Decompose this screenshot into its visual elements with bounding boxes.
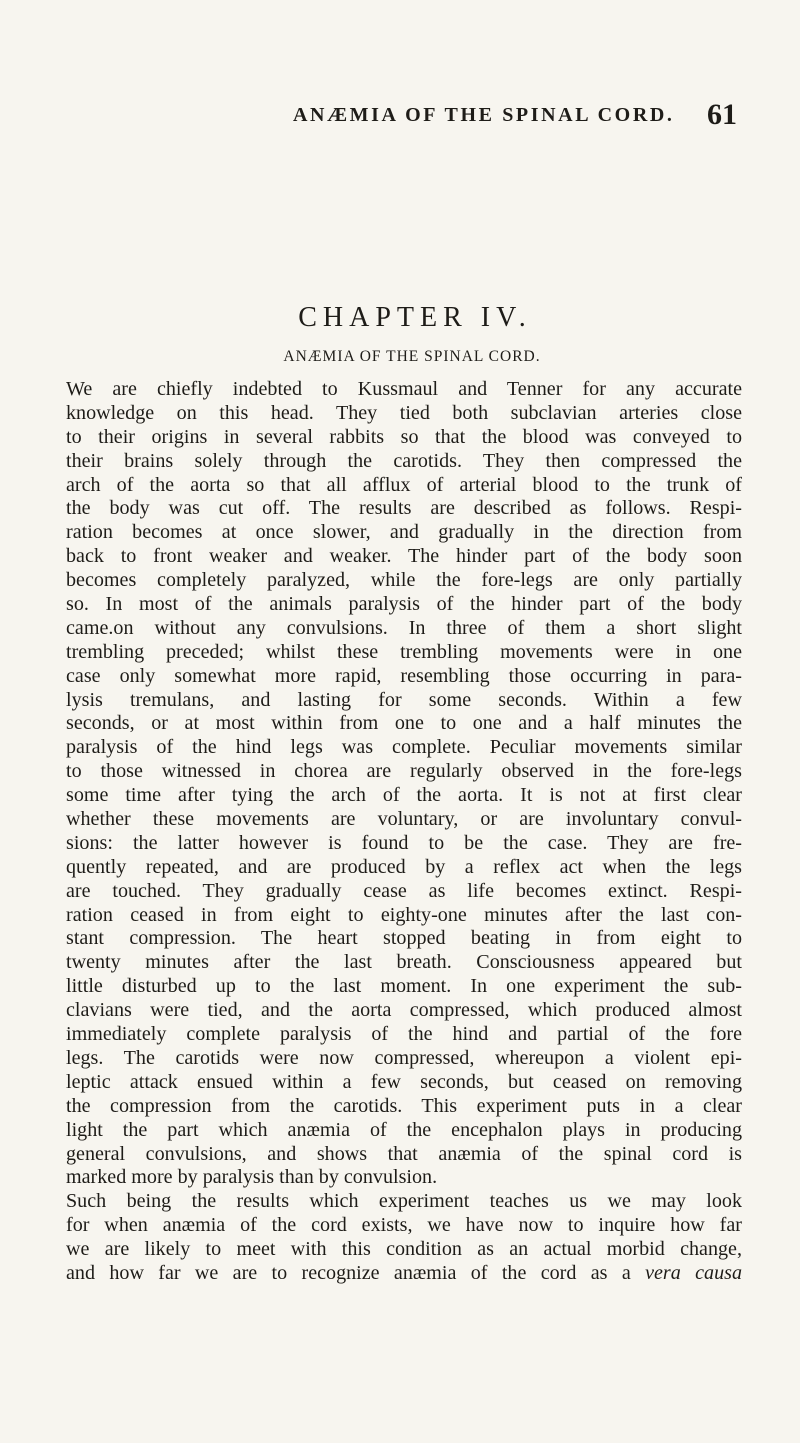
text-line: we are likely to meet with this condition as an actual morbid change, (66, 1238, 742, 1261)
text-line: marked more by paralysis than by convulsion. (66, 1166, 438, 1189)
text-line: clavians were tied, and the aorta compressed, which produced almost (66, 999, 742, 1022)
text-line-final (66, 1262, 742, 1286)
body-text (66, 378, 742, 1286)
text-line: ration ceased in from eight to eighty-one minutes after the last con- (66, 903, 742, 926)
text-line: sions: the latter however is found to be the case. They are fre- (66, 831, 742, 854)
text-line: immediately complete paralysis of the hind and partial of the fore (66, 1023, 742, 1046)
text-line: quently repeated, and are produced by a reflex act when the legs (66, 855, 742, 878)
running-head (0, 80, 800, 131)
text-line: lysis tremulans, and lasting for some seconds. Within a few (66, 688, 742, 711)
text-line: case only somewhat more rapid, resembling those occurring in para- (66, 664, 742, 687)
text-line: so. In most of the animals paralysis of the hinder part of the body (66, 593, 742, 616)
text-line: general convulsions, and shows that anæmia of the spinal cord is (66, 1142, 742, 1165)
running-title: ANÆMIA OF THE SPINAL CORD. (293, 104, 675, 126)
text-line: are touched. They gradually cease as life becomes extinct. Respi- (66, 879, 742, 902)
chapter-subtitle: ANÆMIA OF THE SPINAL CORD. (283, 348, 541, 365)
text-line-final-roman: and how far we are to recognize anæmia of the cord as a (66, 1261, 631, 1284)
text-line: arch of the aorta so that all afflux of arterial blood to the trunk of (66, 473, 742, 496)
text-line: paralysis of the hind legs was complete. Peculiar movements similar (66, 736, 742, 759)
text-line: becomes completely paralyzed, while the fore-legs are only partially (66, 569, 742, 592)
text-line: light the part which anæmia of the encephalon plays in producing (66, 1118, 742, 1141)
text-line: little disturbed up to the last moment. In one experiment the sub- (66, 975, 742, 998)
text-line: ration becomes at once slower, and gradually in the direction from (66, 521, 742, 544)
text-line: back to front weaker and weaker. The hinder part of the body soon (66, 545, 742, 568)
page-number: 61 (707, 98, 737, 131)
text-line: leptic attack ensued within a few seconds, but ceased on removing (66, 1070, 742, 1093)
text-line: trembling preceded; whilst these trembling movements were in one (66, 640, 742, 663)
text-line: for when anæmia of the cord exists, we have now to inquire how far (66, 1214, 742, 1237)
text-line: whether these movements are voluntary, or are involuntary convul- (66, 808, 742, 831)
text-line: their brains solely through the carotids. They then compressed the (66, 449, 742, 472)
chapter-title: CHAPTER IV. (298, 302, 532, 333)
text-line: legs. The carotids were now compressed, whereupon a violent epi- (66, 1046, 742, 1069)
text-line: seconds, or at most within from one to one and a half minutes the (66, 712, 742, 735)
text-line: twenty minutes after the last breath. Consciousness appeared but (66, 951, 742, 974)
text-line: to those witnessed in chorea are regularly observed in the fore-legs (66, 760, 742, 783)
text-line: stant compression. The heart stopped beating in from eight to (66, 927, 742, 950)
text-line: We are chiefly indebted to Kussmaul and Tenner for any accurate (66, 378, 742, 400)
text-line: to their origins in several rabbits so that the blood was conveyed to (66, 425, 742, 448)
text-line: the body was cut off. The results are described as follows. Respi- (66, 497, 742, 520)
italic-phrase: vera causa (645, 1261, 742, 1284)
text-line: Such being the results which experiment teaches us we may look (66, 1190, 742, 1213)
text-line: the compression from the carotids. This experiment puts in a clear (66, 1094, 742, 1117)
text-line: knowledge on this head. They tied both subclavian arteries close (66, 401, 742, 424)
text-line: came.on without any convulsions. In three of them a short slight (66, 616, 742, 639)
text-line: some time after tying the arch of the aorta. It is not at first clear (66, 784, 742, 807)
